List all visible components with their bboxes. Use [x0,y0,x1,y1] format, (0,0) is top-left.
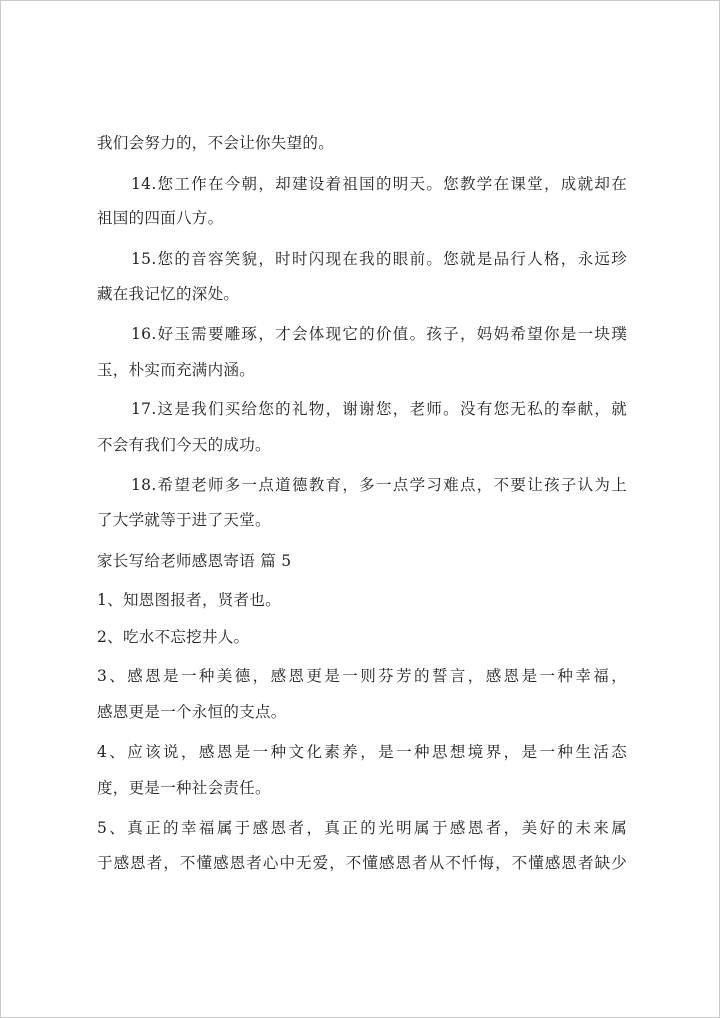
section-heading: 家长写给老师感恩寄语 篇 5 [97,552,292,570]
paragraph-16-line-2: 玉，朴实而充满内涵。 [97,361,256,379]
paragraph-14-line-1: 14.您工作在今朝，却建设着祖国的明天。您教学在课堂，成就却在 [131,175,627,193]
paragraph-15-line-1: 15.您的音容笑貌，时时闪现在我的眼前。您就是品行人格，永远珍 [131,250,627,268]
paragraph-16-line-1: 16.好玉需要雕琢，才会体现它的价值。孩子，妈妈希望你是一块璞 [131,325,627,343]
item-2: 2、吃水不忘挖井人。 [97,628,250,646]
item-1: 1、知恩图报者，贤者也。 [97,591,281,609]
paragraph-15-line-2: 藏在我记忆的深处。 [97,285,240,303]
paragraph-13-line-2: 我们会努力的，不会让你失望的。 [97,134,335,152]
item-5-line-1: 5、真正的幸福属于感恩者，真正的光明属于感恩者，美好的未来属 [97,819,627,837]
item-3-line-1: 3、感恩是一种美德，感恩更是一则芬芳的誓言，感恩是一种幸福， [97,667,627,685]
paragraph-18-line-1: 18.希望老师多一点道德教育，多一点学习难点，不要让孩子认为上 [131,476,627,494]
paragraph-17-line-2: 不会有我们今天的成功。 [97,436,271,454]
item-4-line-1: 4、应该说，感恩是一种文化素养，是一种思想境界，是一种生活态 [97,743,627,761]
item-4-line-2: 度，更是一种社会责任。 [97,779,271,797]
paragraph-14-line-2: 祖国的四面八方。 [97,209,224,227]
item-3-line-2: 感恩更是一个永恒的支点。 [97,703,287,721]
item-5-line-2: 于感恩者，不懂感恩者心中无爱，不懂感恩者从不忏悔，不懂感恩者缺少 [97,854,627,872]
paragraph-18-line-2: 了大学就等于进了天堂。 [97,511,271,529]
paragraph-17-line-1: 17.这是我们买给您的礼物，谢谢您，老师。没有您无私的奉献，就 [131,400,627,418]
